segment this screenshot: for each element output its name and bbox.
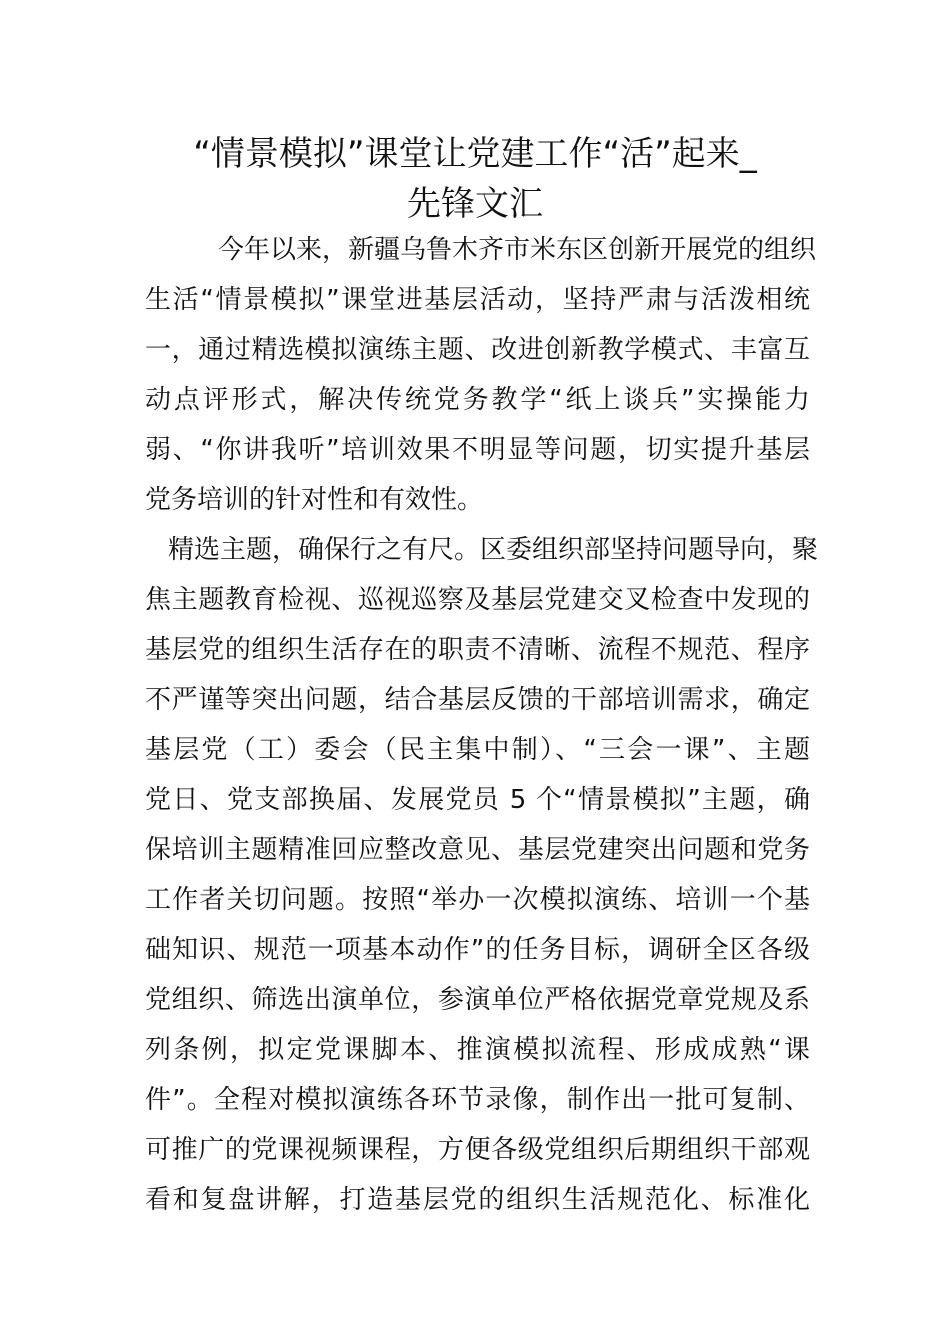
paragraph-1-line-3: 一，通过精选模拟演练主题、改进创新教学模式、丰富互 bbox=[145, 335, 810, 365]
paragraph-2-line-9: 础知识、规范一项基本动作”的任务目标，调研全区各级 bbox=[145, 935, 810, 965]
paragraph-2-line-4: 不严谨等突出问题，结合基层反馈的干部培训需求，确定 bbox=[145, 685, 810, 715]
paragraph-2-line-5: 基层党（工）委会（民主集中制）、“三会一课”、主题 bbox=[145, 735, 810, 765]
paragraph-2-line-1: 精选主题，确保行之有尺。区委组织部坚持问题导向，聚 bbox=[168, 535, 819, 565]
paragraph-2-line-10: 党组织、筛选出演单位，参演单位严格依据党章党规及系 bbox=[145, 985, 810, 1015]
paragraph-2-line-12: 件”。全程对模拟演练各环节录像，制作出一批可复制、 bbox=[145, 1085, 810, 1115]
document-title-line-2: 先锋文汇 bbox=[407, 184, 543, 224]
paragraph-2-line-8: 工作者关切问题。按照“举办一次模拟演练、培训一个基 bbox=[145, 885, 810, 915]
paragraph-1-line-5: 弱、“你讲我听”培训效果不明显等问题，切实提升基层 bbox=[145, 435, 810, 465]
paragraph-1-line-2: 生活“情景模拟”课堂进基层活动，坚持严肃与活泼相统 bbox=[145, 285, 810, 315]
document-title-line-1: “情景模拟”课堂让党建工作“活”起来_ bbox=[193, 134, 757, 174]
paragraph-2-line-13: 可推广的党课视频课程，方便各级党组织后期组织干部观 bbox=[145, 1135, 810, 1165]
paragraph-2-line-6: 党日、党支部换届、发展党员 5 个“情景模拟”主题，确 bbox=[145, 785, 810, 815]
paragraph-2-line-7: 保培训主题精准回应整改意见、基层党建突出问题和党务 bbox=[145, 835, 810, 865]
paragraph-2-line-3: 基层党的组织生活存在的职责不清晰、流程不规范、程序 bbox=[145, 635, 810, 665]
paragraph-1-line-6: 党务培训的针对性和有效性。 bbox=[145, 485, 484, 515]
paragraph-2-line-14: 看和复盘讲解，打造基层党的组织生活规范化、标准化 bbox=[145, 1185, 810, 1215]
paragraph-1-line-1: 今年以来，新疆乌鲁木齐市米东区创新开展党的组织 bbox=[218, 235, 817, 265]
paragraph-2-line-2: 焦主题教育检视、巡视巡察及基层党建交叉检查中发现的 bbox=[145, 585, 810, 615]
paragraph-2-line-11: 列条例，拟定党课脚本、推演模拟流程、形成成熟“课 bbox=[145, 1035, 810, 1065]
paragraph-1-line-4: 动点评形式，解决传统党务教学“纸上谈兵”实操能力 bbox=[145, 385, 810, 415]
